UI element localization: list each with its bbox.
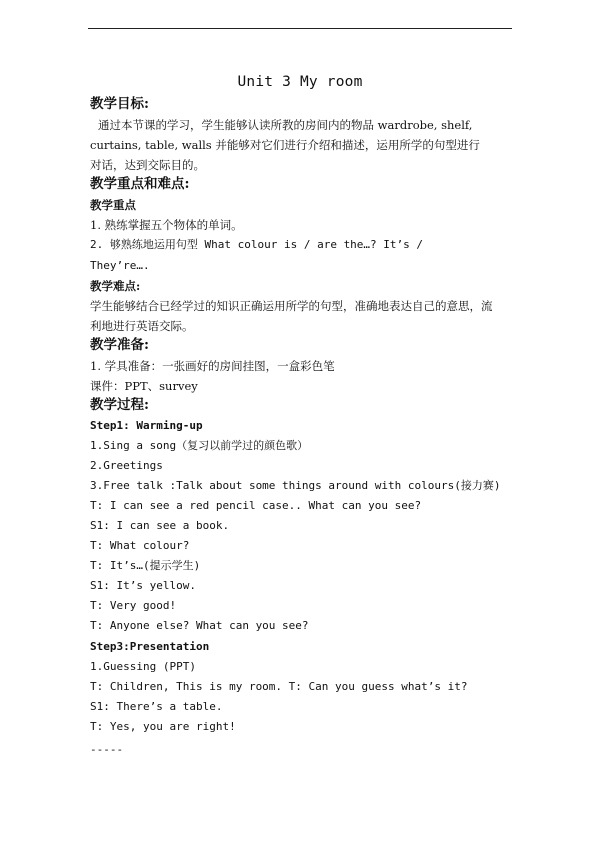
step1-line: 3.Free talk :Talk about some things around with colours(接力赛) (90, 479, 501, 492)
step1-heading: Step1: Warming-up (90, 419, 203, 432)
focus-item-2-cont: They’re…. (90, 259, 150, 272)
step1-line: S1: It’s yellow. (90, 579, 196, 592)
process-heading: 教学过程: (90, 397, 149, 413)
focus-item-1: 1. 熟练掌握五个物体的单词。 (90, 218, 243, 232)
step1-line: T: I can see a red pencil case.. What can you see? (90, 499, 422, 512)
step1-line: 2.Greetings (90, 459, 163, 472)
end-marker: ----- (90, 743, 124, 756)
step3-heading: Step3:Presentation (90, 640, 210, 653)
page-title: Unit 3 My room (237, 74, 363, 90)
difficulty-heading: 教学难点: (90, 279, 141, 293)
step1-line: T: Very good! (90, 599, 177, 612)
focus-heading: 教学重点 (90, 198, 136, 212)
step3-line: T: Children, This is my room. T: Can you guess what’s it? (90, 680, 468, 693)
step1-line: 1.Sing a song（复习以前学过的颜色歌） (90, 439, 309, 452)
preparation-heading: 教学准备: (90, 337, 149, 353)
difficulty-line-2: 利地进行英语交际。 (90, 319, 194, 333)
difficulty-line-1: 学生能够结合已经学过的知识正确运用所学的句型，准确地表达自己的意思，流 (90, 299, 493, 313)
step3-line: T: Yes, you are right! (90, 720, 236, 733)
focus-item-2: 2. 够熟练地运用句型 What colour is / are the…? It’s / (90, 238, 424, 251)
step1-line: S1: I can see a book. (90, 519, 230, 532)
step1-line: T: Anyone else? What can you see? (90, 619, 309, 632)
key-points-heading: 教学重点和难点: (90, 176, 190, 192)
objectives-line-1: 通过本节课的学习，学生能够认读所教的房间内的物品 wardrobe, shelf, (98, 118, 473, 132)
objectives-line-3: 对话，达到交际目的。 (90, 158, 205, 172)
header-rule (88, 28, 512, 29)
step3-line: S1: There’s a table. (90, 700, 223, 713)
preparation-item-1: 1. 学具准备：一张画好的房间挂图，一盒彩色笔 (90, 359, 335, 373)
step3-line: 1.Guessing (PPT) (90, 660, 196, 673)
step1-line: T: What colour? (90, 539, 190, 552)
preparation-item-2: 课件：PPT、survey (90, 379, 198, 393)
objectives-line-2: curtains, table, walls 并能够对它们进行介绍和描述，运用所学的句型进行 (90, 138, 480, 152)
objectives-heading: 教学目标: (90, 96, 149, 112)
step1-line: T: It’s…(提示学生) (90, 559, 201, 572)
